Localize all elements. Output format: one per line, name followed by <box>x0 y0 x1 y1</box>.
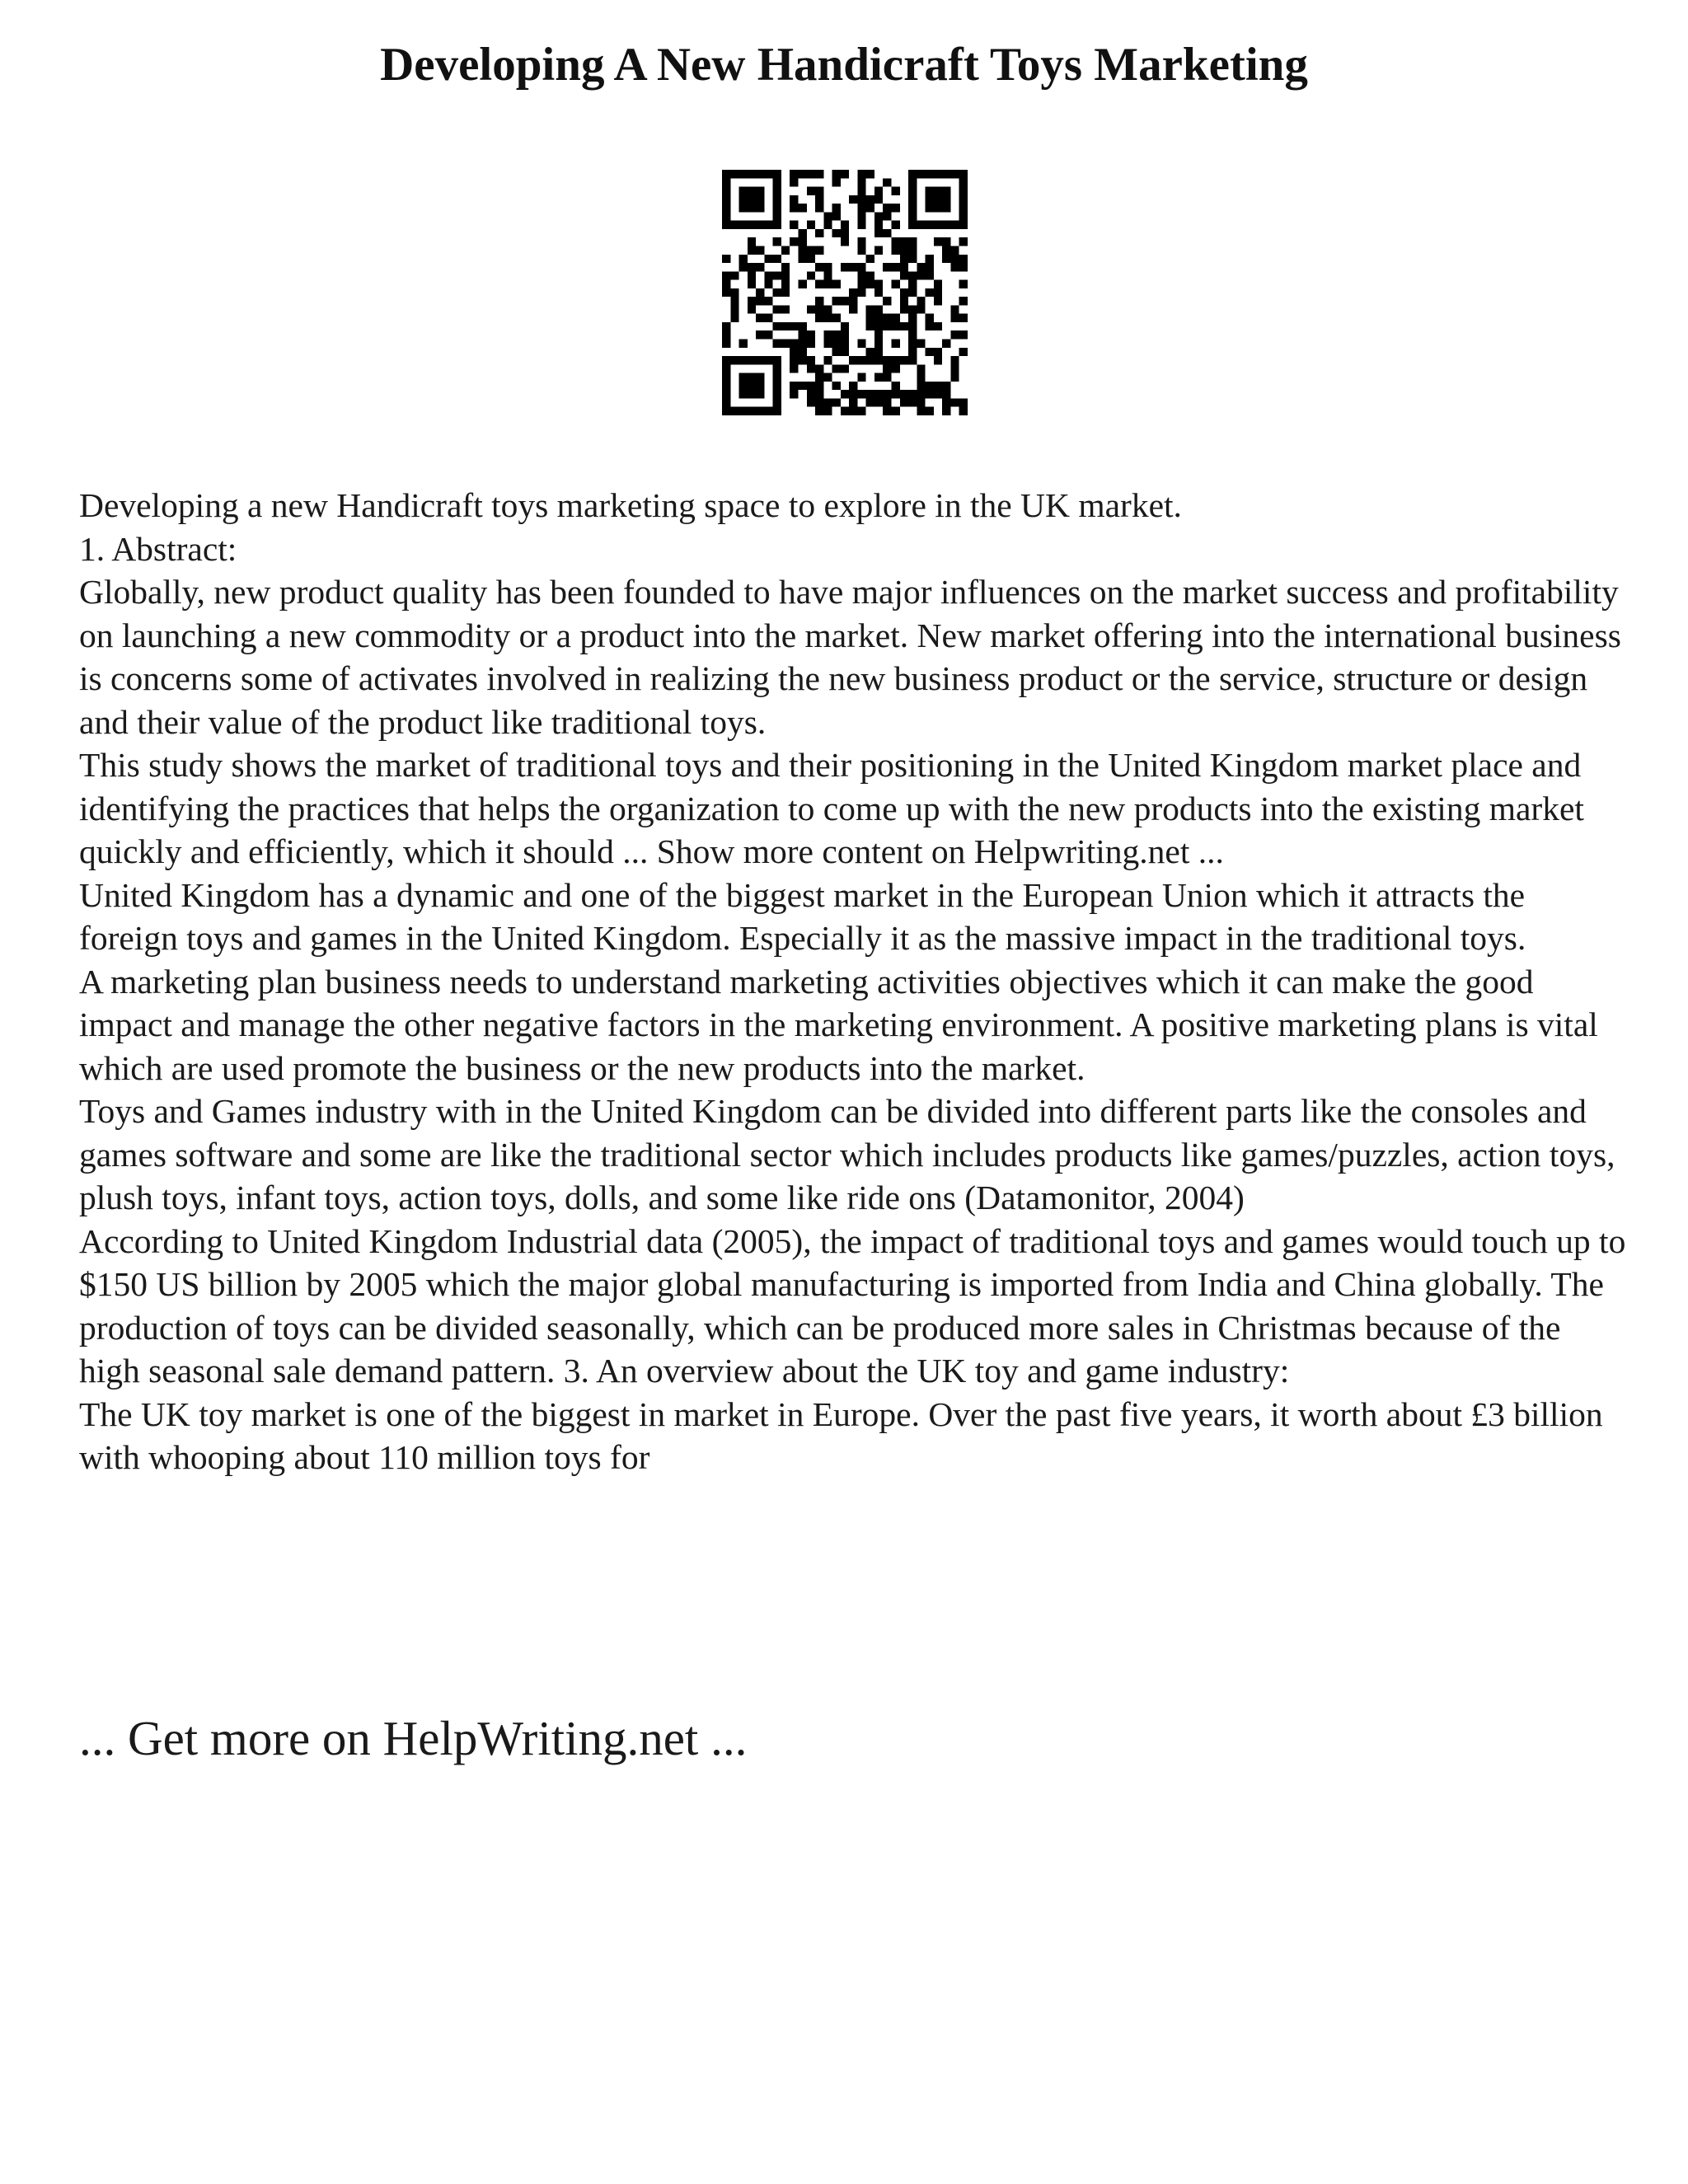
document-title: Developing A New Handicraft Toys Marketing <box>380 39 1308 91</box>
document-body <box>79 484 1629 1479</box>
paragraph: The UK toy market is one of the biggest in market in Europe. Over the past five years, it worth about £3 billion with whooping about 110 million toys for <box>79 1394 1603 1476</box>
paragraph: This study shows the market of traditional toys and their positioning in the United Kingdom market place and identifying the practices that helps the organization to come up with the new products into the existing market quickly and efficiently, which it should ... Show more content on Helpwriting.net ... <box>79 746 1584 870</box>
get-more-link[interactable]: ... Get more on HelpWriting.net ... <box>79 1711 748 1765</box>
paragraph: A marketing plan business needs to understand marketing activities objectives which it can make the good impact and manage the other negative factors in the marketing environment. A positive marketing plans is vital which are used promote the business or the new products into the market. <box>79 962 1598 1087</box>
paragraph: Globally, new product quality has been founded to have major influences on the market success and profitability on launching a new commodity or a product into the market. New market offering into the international business is concerns some of activates involved in realizing the new business product or the service, structure or design and their value of the product like traditional toys. <box>79 573 1621 741</box>
qr-code-icon <box>722 170 968 415</box>
abstract-heading: 1. Abstract: <box>79 529 237 568</box>
paragraph: According to United Kingdom Industrial data (2005), the impact of traditional toys and games would touch up to $150 US billion by 2005 which the major global manufacturing is imported from India and China globally. The production of toys can be divided seasonally, which can be produced more sales in Christmas because of the high seasonal sale demand pattern. 3. An overview about the UK toy and game industry: <box>79 1221 1626 1390</box>
paragraph: United Kingdom has a dynamic and one of the biggest market in the European Union which it attracts the foreign toys and games in the United Kingdom. Especially it as the massive impact in the traditional toys. <box>79 875 1526 957</box>
paragraph: Toys and Games industry with in the United Kingdom can be divided into different parts like the consoles and games software and some are like the traditional sector which includes products like games/puzzles, action toys, plush toys, infant toys, action toys, dolls, and some like ride ons (Datamonitor, 2004) <box>79 1092 1615 1216</box>
intro-line: Developing a new Handicraft toys marketing space to explore in the UK market. <box>79 486 1182 524</box>
